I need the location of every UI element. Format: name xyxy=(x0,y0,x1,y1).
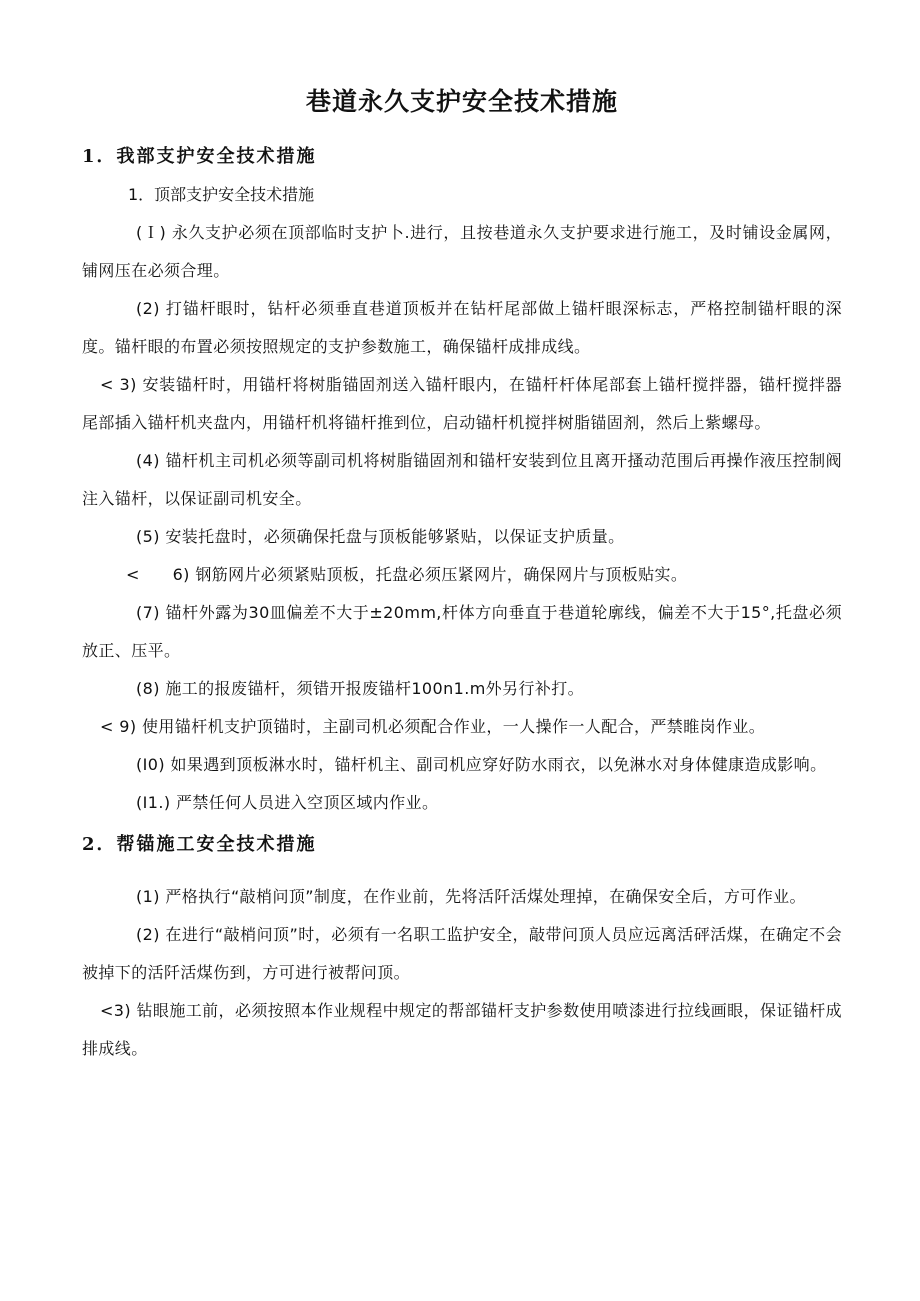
paragraph-1-6: < 6) 钢筋网片必须紧贴顶板，托盘必须压紧网片，确保网片与顶板贴实。 xyxy=(126,565,688,584)
document-title: 巷道永久支护安全技术措施 xyxy=(305,87,618,116)
paragraph-1-9: < 9) 使用锚杆机支护顶锚时，主副司机必须配合作业，一人操作一人配合，严禁睢岗作业。 xyxy=(100,717,766,736)
paragraph-2-1: (1) 严格执行“敲梢问顶”制度，在作业前，先将活阡活煤处理掉，在确保安全后，方可作业。 xyxy=(136,887,806,906)
section-1-heading: 1．我部支护安全技术措施 xyxy=(82,146,317,167)
paragraph-2-2: (2) 在进行“敲梢问顶”时，必须有一名职工监护安全，敲带问顶人员应远离活砰活煤，在确定不会被掉下的活阡活煤伤到，方可进行被帮问顶。 xyxy=(82,925,842,982)
paragraph-1-11: (I1.) 严禁任何人员进入空顶区域内作业。 xyxy=(136,793,439,812)
paragraph-1-4: (4) 锚杆机主司机必须等副司机将树脂锚固剂和锚杆安装到位且离开搔动范围后再操作液压控制阀注入锚杆，以保证副司机安全。 xyxy=(82,451,842,508)
paragraph-1-2: (2) 打锚杆眼时，钻杆必须垂直巷道顶板并在钻杆尾部做上锚杆眼深标志，严格控制锚杆眼的深度。锚杆眼的布置必须按照规定的支护参数施工，确保锚杆成排成线。 xyxy=(82,299,842,356)
paragraph-1-7: (7) 锚杆外露为30皿偏差不大于±20mm,杆体方向垂直于巷道轮廓线，偏差不大于15°,托盘必须放正、压平。 xyxy=(82,603,842,660)
section-2-heading: 2．帮锚施工安全技术措施 xyxy=(82,834,317,855)
paragraph-1-5: (5) 安装托盘时，必须确保托盘与顶板能够紧贴，以保证支护质量。 xyxy=(136,527,625,546)
paragraph-1-8: (8) 施工的报废锚杆，须错开报废锚杆100n1.m外另行补打。 xyxy=(136,679,585,698)
section-1-subheading: 1．顶部支护安全技术措施 xyxy=(128,185,315,204)
paragraph-2-3: <3) 钻眼施工前，必须按照本作业规程中规定的帮部锚杆支护参数使用喷漆进行拉线画眼，保证锚杆成排成线。 xyxy=(82,1001,842,1058)
paragraph-1-1: (Ｉ) 永久支护必须在顶部临时支护卜.进行，且按巷道永久支护要求进行施工，及时铺设金属网，铺网压在必须合理。 xyxy=(82,223,842,280)
paragraph-1-10: (I0) 如果遇到顶板淋水时，锚杆机主、副司机应穿好防水雨衣，以免淋水对身体健康造成影响。 xyxy=(136,755,827,774)
paragraph-1-3: < 3) 安装锚杆时，用锚杆将树脂锚固剂送入锚杆眼内，在锚杆杆体尾部套上锚杆搅拌器，锚杆搅拌器尾部插入锚杆机夹盘内，用锚杆机将锚杆推到位，启动锚杆机搅拌树脂锚固剂，然后上紫螺母。 xyxy=(82,375,842,432)
